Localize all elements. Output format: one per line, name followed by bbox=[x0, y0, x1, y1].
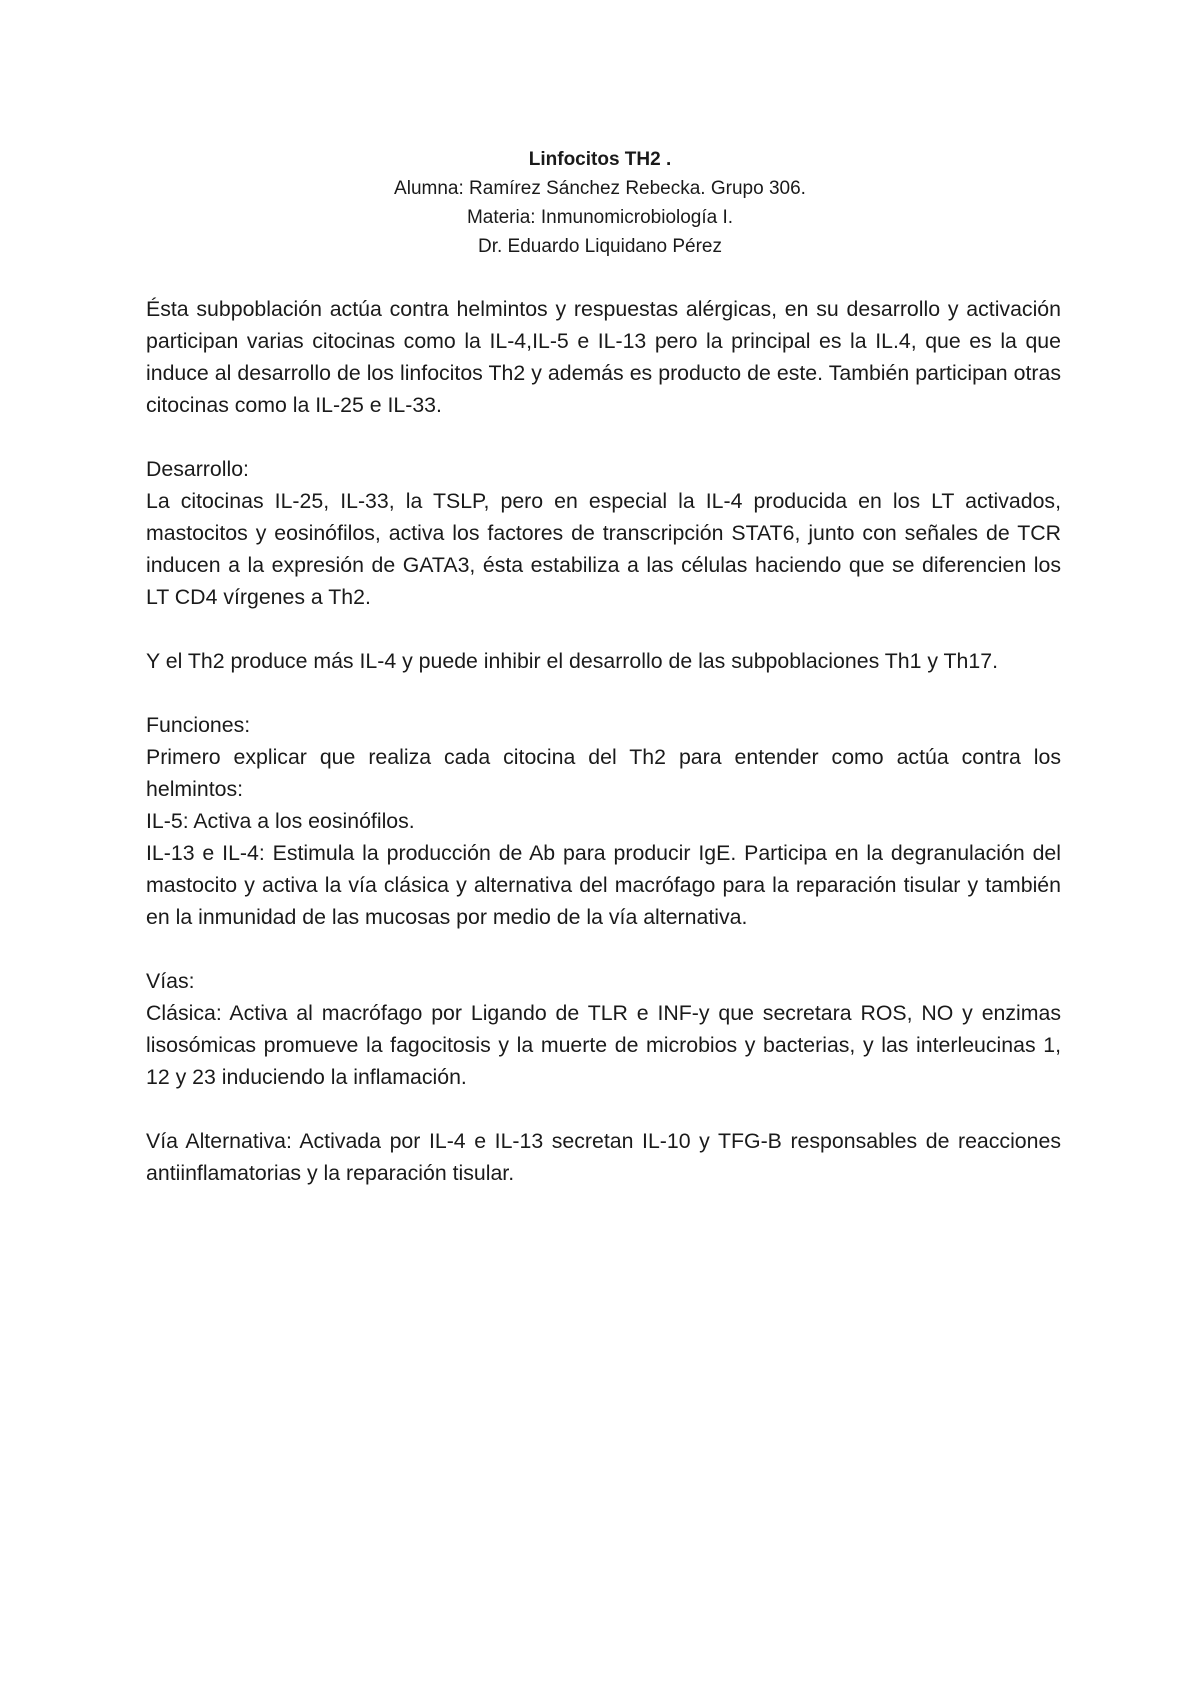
vias-heading: Vías: bbox=[146, 969, 195, 993]
th2-paragraph: Y el Th2 produce más IL-4 y puede inhibir el desarrollo de las subpoblaciones Th1 y Th17. bbox=[146, 649, 999, 673]
desarrollo-paragraph: La citocinas IL-25, IL-33, la TSLP, pero en especial la IL-4 producida en los LT activados, mastocitos y eosinófilos, activa los factores de transcripción STAT6, junto con señales de TCR inducen a la expresión de GATA3, ésta estabiliza a las células haciendo que se diferencien los LT CD4 vírgenes a Th2. bbox=[146, 489, 1061, 609]
document-header bbox=[0, 145, 1200, 261]
document-title: Linfocitos TH2 . bbox=[528, 149, 672, 170]
student-line: Alumna: Ramírez Sánchez Rebecka. Grupo 306. bbox=[394, 178, 806, 199]
funciones-intro: Primero explicar que realiza cada citocina del Th2 para entender como actúa contra los helmintos: bbox=[146, 745, 1061, 801]
via-alternativa-paragraph: Vía Alternativa: Activada por IL-4 e IL-13 secretan IL-10 y TFG-B responsables de reacciones antiinflamatorias y la reparación tisular. bbox=[146, 1129, 1061, 1185]
il5-paragraph: IL-5: Activa a los eosinófilos. bbox=[146, 809, 415, 833]
teacher-line: Dr. Eduardo Liquidano Pérez bbox=[478, 236, 722, 257]
desarrollo-heading: Desarrollo: bbox=[146, 457, 249, 481]
intro-paragraph: Ésta subpoblación actúa contra helmintos y respuestas alérgicas, en su desarrollo y activación participan varias citocinas como la IL-4,IL-5 e IL-13 pero la principal es la IL.4, que es la que induce al desarrollo de los linfocitos Th2 y además es producto de este. También participan otras citocinas como la IL-25 e IL-33. bbox=[146, 297, 1061, 417]
il13-il4-paragraph: IL-13 e IL-4: Estimula la producción de Ab para producir IgE. Participa en la degranulación del mastocito y activa la vía clásica y alternativa del macrófago para la reparación tisular y también en la inmunidad de las mucosas por medio de la vía alternativa. bbox=[146, 841, 1061, 929]
subject-line: Materia: Inmunomicrobiología I. bbox=[466, 207, 734, 228]
funciones-heading: Funciones: bbox=[146, 713, 251, 737]
via-clasica-paragraph: Clásica: Activa al macrófago por Ligando de TLR e INF-y que secretara ROS, NO y enzimas lisosómicas promueve la fagocitosis y la muerte de microbios y bacterias, y las interleucinas 1, 12 y 23 induciendo la inflamación. bbox=[146, 1001, 1061, 1089]
document-body bbox=[146, 293, 1061, 1189]
